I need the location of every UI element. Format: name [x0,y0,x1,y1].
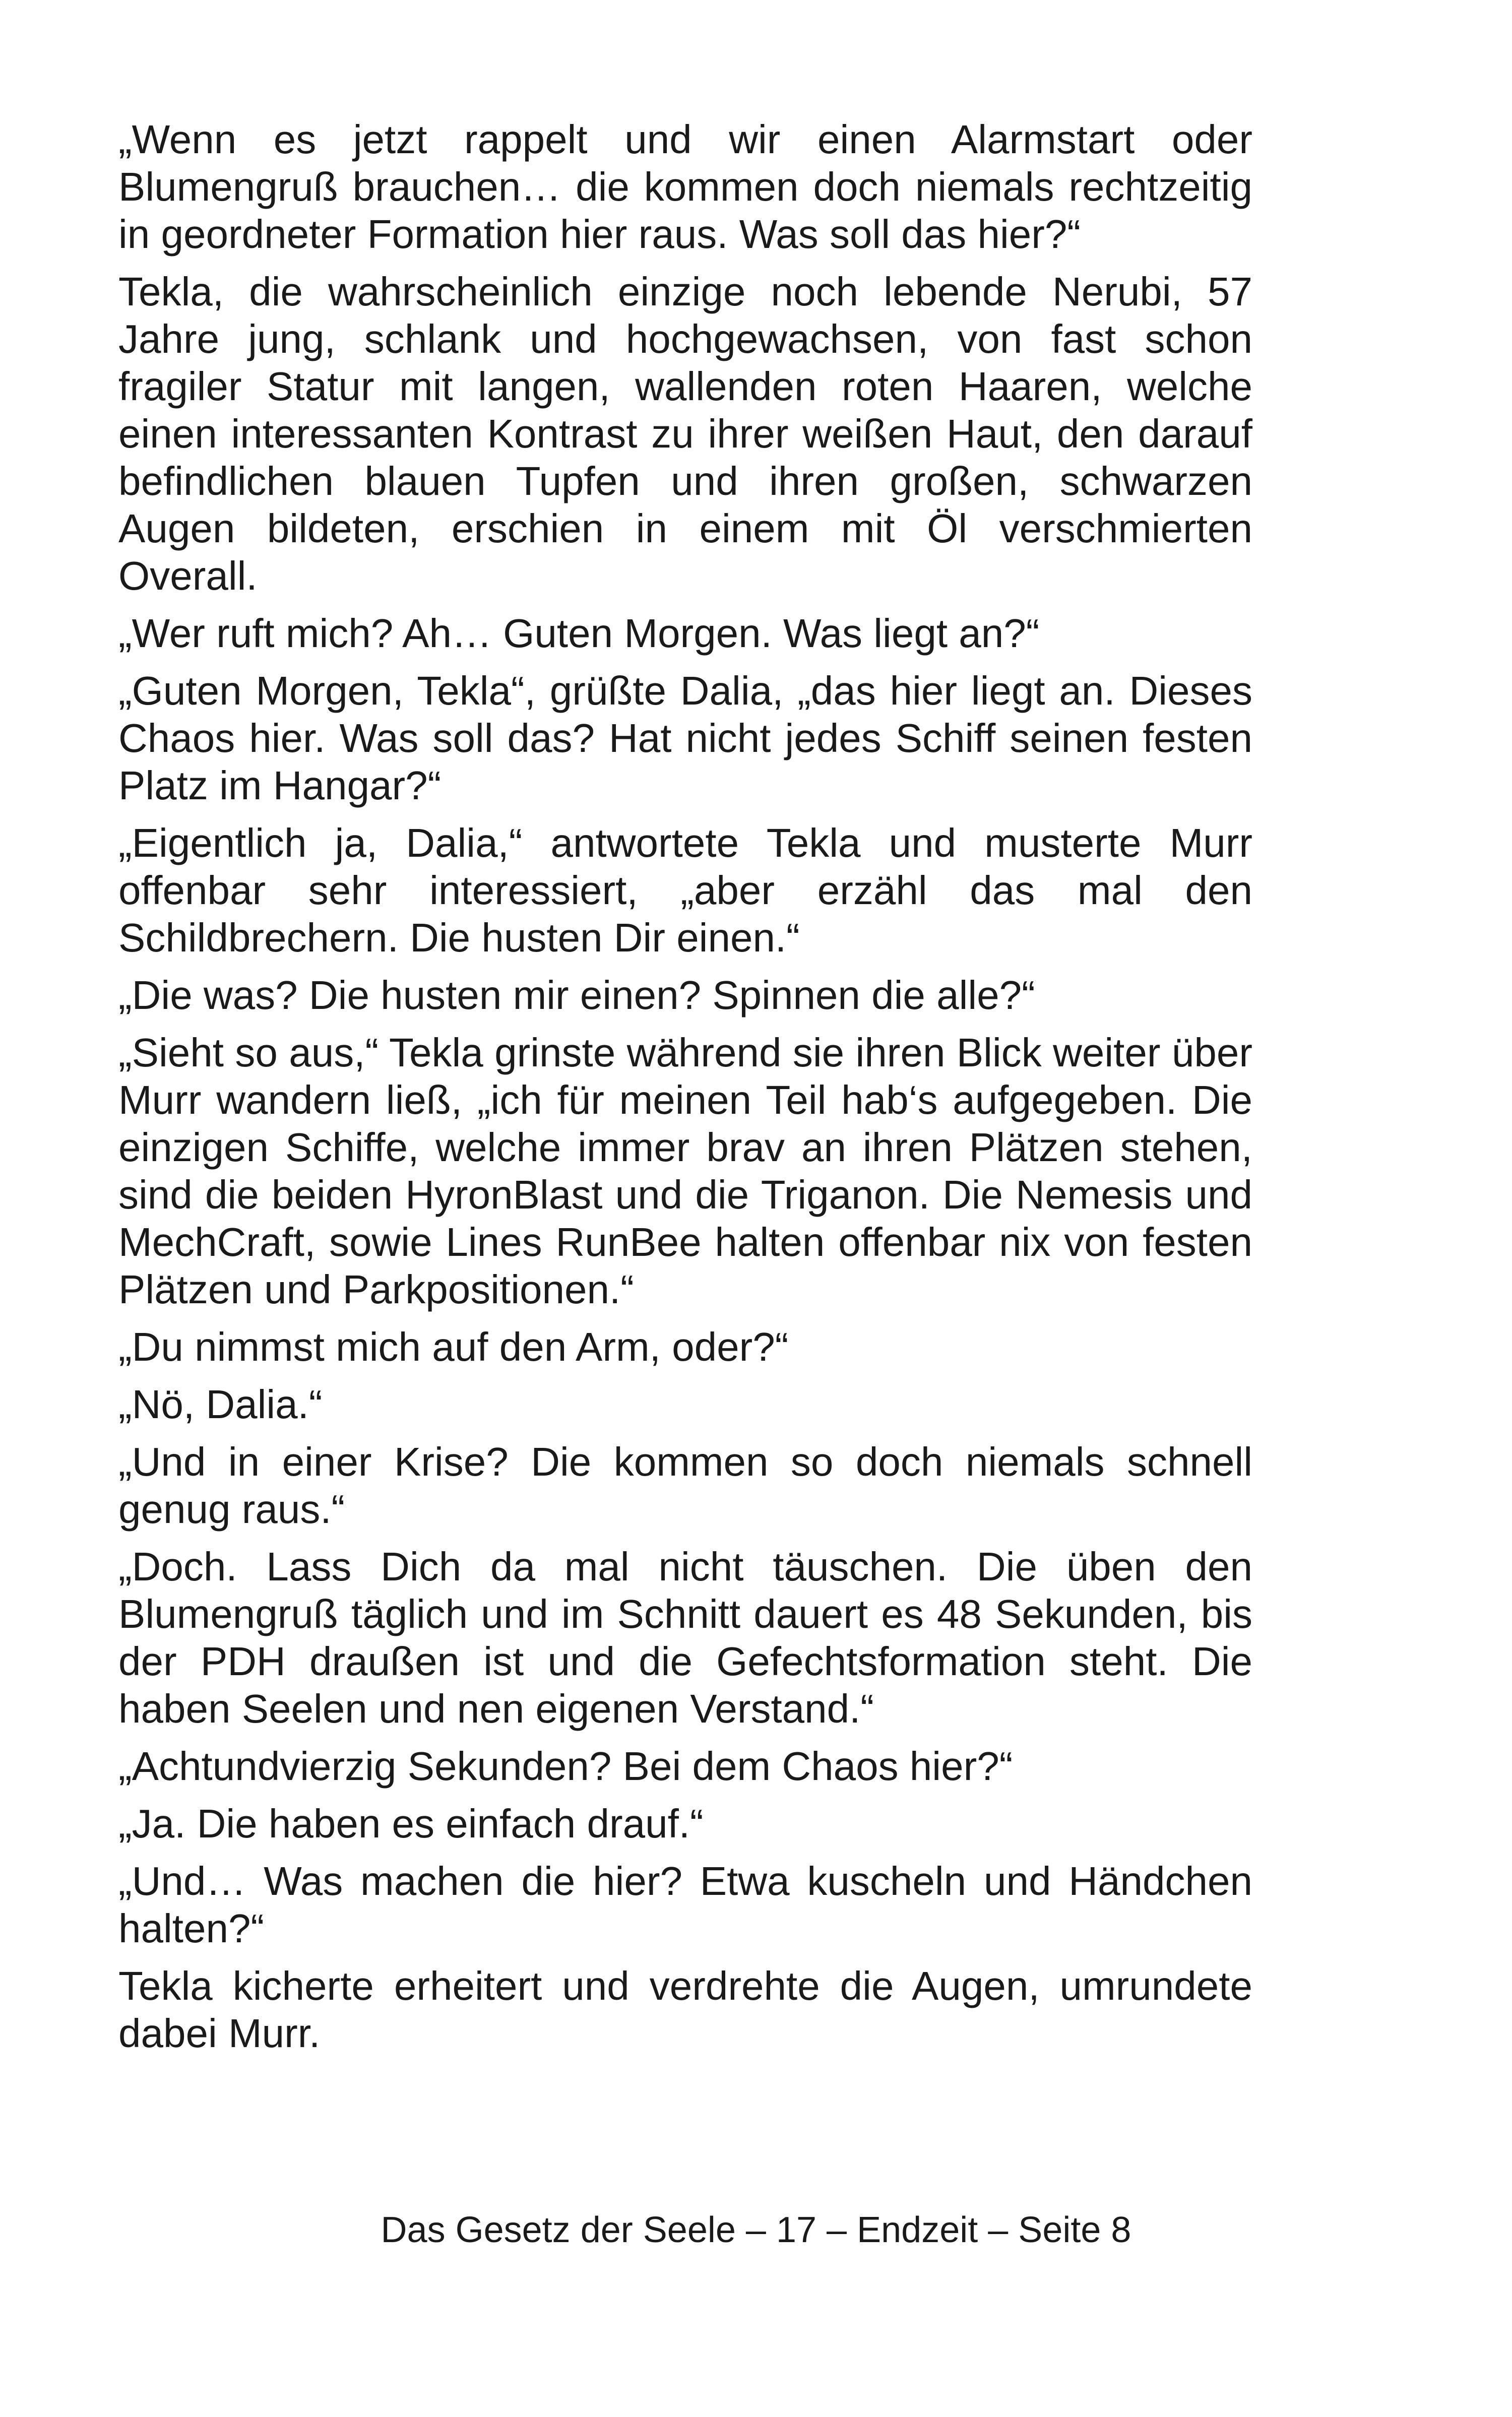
paragraph: „Eigentlich ja, Dalia,“ antwortete Tekla und musterte Murr offenbar sehr interessiert, „aber erzähl das mal den Schildbrechern. Die husten Dir einen.“ [118,820,1252,960]
paragraph: „Du nimmst mich auf den Arm, oder?“ [118,1324,789,1369]
paragraph: „Doch. Lass Dich da mal nicht täuschen. Die üben den Blumengruß täglich und im Schnitt dauert es 48 Sekunden, bis der PDH draußen ist und die Gefechtsformation steht. Die haben Seelen und nen eigenen Verstand.“ [118,1544,1252,1731]
paragraph: Tekla kicherte erheitert und verdrehte die Augen, umrundete dabei Murr. [118,1963,1252,2056]
paragraph: „Achtundvierzig Sekunden? Bei dem Chaos hier?“ [118,1744,1013,1789]
paragraph: „Nö, Dalia.“ [118,1382,323,1427]
paragraph: „Sieht so aus,“ Tekla grinste während sie ihren Blick weiter über Murr wandern ließ, „ich für meinen Teil hab‘s aufgegeben. Die einzigen Schiffe, welche immer brav an ihren Plätzen stehen, sind die beiden HyronBlast und die Triganon. Die Nemesis und MechCraft, sowie Lines RunBee halten offenbar nix von festen Plätzen und Parkpositionen.“ [118,1030,1252,1312]
paragraph: „Wer ruft mich? Ah… Guten Morgen. Was liegt an?“ [118,611,1040,656]
paragraph: „Und in einer Krise? Die kommen so doch niemals schnell genug raus.“ [118,1439,1252,1532]
paragraph: „Ja. Die haben es einfach drauf.“ [118,1801,704,1846]
body-text [118,116,1252,2067]
page-footer: Das Gesetz der Seele – 17 – Endzeit – Seite 8 [381,2210,1131,2250]
paragraph: „Guten Morgen, Tekla“, grüßte Dalia, „das hier liegt an. Dieses Chaos hier. Was soll das? Hat nicht jedes Schiff seinen festen Platz im Hangar?“ [118,668,1252,808]
paragraph: „Wenn es jetzt rappelt und wir einen Alarmstart oder Blumengruß brauchen… die kommen doch niemals rechtzeitig in geordneter Formation hier raus. Was soll das hier?“ [118,117,1252,257]
paragraph: Tekla, die wahrscheinlich einzige noch lebende Nerubi, 57 Jahre jung, schlank und hochgewachsen, von fast schon fragiler Statur mit langen, wallenden roten Haaren, welche einen interessanten Kontrast zu ihrer weißen Haut, den darauf befindlichen blauen Tupfen und ihren großen, schwarzen Augen bildeten, erschien in einem mit Öl verschmierten Overall. [118,269,1252,598]
paragraph: „Die was? Die husten mir einen? Spinnen die alle?“ [118,973,1035,1017]
paragraph: „Und… Was machen die hier? Etwa kuscheln und Händchen halten?“ [118,1859,1252,1951]
